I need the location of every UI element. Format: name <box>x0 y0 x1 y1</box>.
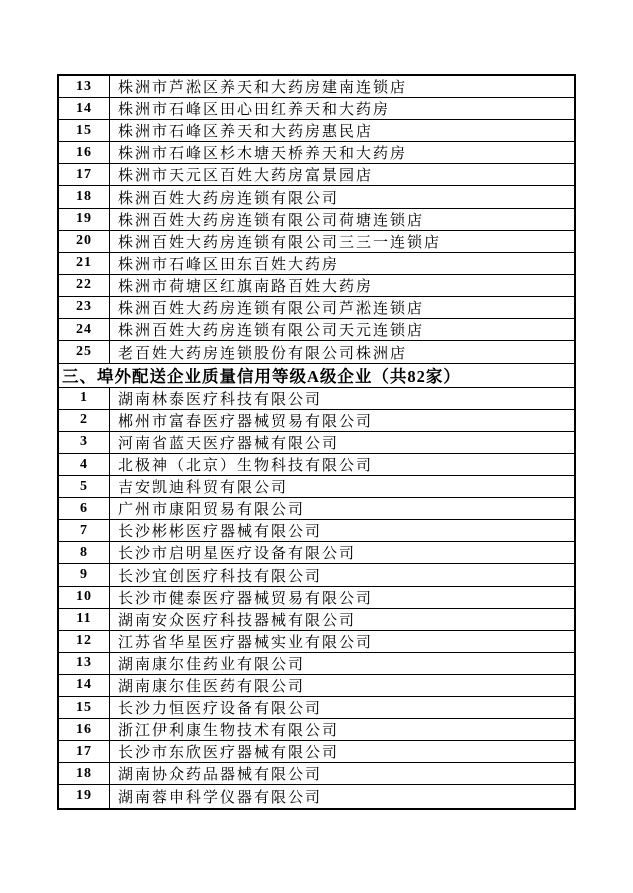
row-number: 12 <box>59 631 110 652</box>
row-number: 11 <box>59 609 110 630</box>
row-number: 24 <box>59 319 110 340</box>
company-name: 株洲百姓大药房连锁有限公司芦淞连锁店 <box>118 300 425 317</box>
table-row <box>59 186 574 208</box>
company-name: 株洲市芦淞区养天和大药房建南连锁店 <box>118 80 408 97</box>
company-name: 湖南协众药品器械有限公司 <box>118 767 323 784</box>
row-number: 10 <box>59 587 110 608</box>
company-name: 河南省蓝天医疗器械有限公司 <box>118 435 340 452</box>
company-name: 株洲市石峰区田东百姓大药房 <box>118 256 340 273</box>
row-number: 5 <box>59 476 110 497</box>
table-row <box>59 454 574 476</box>
company-name: 株洲市石峰区田心田红养天和大药房 <box>118 102 391 119</box>
row-number: 17 <box>59 164 110 185</box>
table-row <box>59 319 574 341</box>
company-name: 株洲市天元区百姓大药房富景园店 <box>118 168 374 185</box>
company-name: 吉安凯迪科贸有限公司 <box>118 480 289 497</box>
table-row <box>59 741 574 763</box>
row-number: 14 <box>59 675 110 696</box>
table-row <box>59 388 574 410</box>
table-row <box>59 498 574 520</box>
row-number: 19 <box>59 785 110 807</box>
company-name: 株洲百姓大药房连锁有限公司 <box>118 190 340 207</box>
section2-body <box>59 388 574 808</box>
company-name: 江苏省华星医疗器械实业有限公司 <box>118 634 374 651</box>
company-name: 湖南康尔佳医药有限公司 <box>118 678 306 695</box>
row-number: 9 <box>59 564 110 585</box>
row-number: 8 <box>59 542 110 563</box>
table-row <box>59 719 574 741</box>
table-row <box>59 653 574 675</box>
company-name: 湖南林泰医疗科技有限公司 <box>118 391 323 408</box>
section-header <box>59 363 574 388</box>
table-row <box>59 697 574 719</box>
company-name: 长沙市启明星医疗设备有限公司 <box>118 546 357 563</box>
table-row <box>59 253 574 275</box>
row-number: 17 <box>59 741 110 762</box>
table-row <box>59 476 574 498</box>
section1-body <box>59 76 574 363</box>
row-number: 18 <box>59 186 110 207</box>
row-number: 20 <box>59 231 110 252</box>
company-name: 老百姓大药房连锁股份有限公司株洲店 <box>118 345 408 362</box>
table-row <box>59 76 574 98</box>
row-number: 7 <box>59 520 110 541</box>
table-row <box>59 587 574 609</box>
table-row <box>59 275 574 297</box>
row-number: 25 <box>59 341 110 363</box>
row-number: 13 <box>59 653 110 674</box>
company-name: 湖南安众医疗科技器械有限公司 <box>118 612 357 629</box>
row-number: 15 <box>59 120 110 141</box>
table-row <box>59 609 574 631</box>
table-row <box>59 785 574 807</box>
table-row <box>59 432 574 454</box>
row-number: 23 <box>59 297 110 318</box>
row-number: 4 <box>59 454 110 475</box>
company-name: 株洲百姓大药房连锁有限公司荷塘连锁店 <box>118 212 425 229</box>
row-number: 19 <box>59 209 110 230</box>
table-row <box>59 209 574 231</box>
table-row <box>59 231 574 253</box>
company-name: 浙江伊利康生物技术有限公司 <box>118 723 340 740</box>
row-number: 21 <box>59 253 110 274</box>
company-name: 北极神（北京）生物科技有限公司 <box>118 458 374 475</box>
row-number: 2 <box>59 410 110 431</box>
company-name: 郴州市富春医疗器械贸易有限公司 <box>118 413 374 430</box>
company-name: 株洲百姓大药房连锁有限公司天元连锁店 <box>118 323 425 340</box>
table-row <box>59 520 574 542</box>
row-number: 13 <box>59 76 110 97</box>
section-header-label: 三、埠外配送企业质量信用等级A级企业（共82家） <box>62 367 461 387</box>
company-name: 湖南康尔佳药业有限公司 <box>118 656 306 673</box>
company-name: 长沙市健泰医疗器械贸易有限公司 <box>118 590 374 607</box>
row-number: 1 <box>59 388 110 409</box>
table-row <box>59 142 574 164</box>
enterprise-list-table <box>57 74 576 810</box>
row-number: 14 <box>59 98 110 119</box>
row-number: 16 <box>59 719 110 740</box>
company-name: 长沙市东欣医疗器械有限公司 <box>118 745 340 762</box>
company-name: 株洲市石峰区养天和大药房惠民店 <box>118 124 374 141</box>
table-row <box>59 542 574 564</box>
table-row <box>59 297 574 319</box>
row-number: 18 <box>59 763 110 784</box>
row-number: 16 <box>59 142 110 163</box>
table-row <box>59 410 574 432</box>
company-name: 株洲市石峰区杉木塘天桥养天和大药房 <box>118 146 408 163</box>
company-name: 长沙彬彬医疗器械有限公司 <box>118 524 323 541</box>
row-number: 3 <box>59 432 110 453</box>
table-row <box>59 341 574 363</box>
table-row <box>59 763 574 785</box>
company-name: 株洲百姓大药房连锁有限公司三三一连锁店 <box>118 234 442 251</box>
table-row <box>59 98 574 120</box>
table-row <box>59 564 574 586</box>
row-number: 22 <box>59 275 110 296</box>
company-name: 广州市康阳贸易有限公司 <box>118 502 306 519</box>
row-number: 15 <box>59 697 110 718</box>
row-number: 6 <box>59 498 110 519</box>
company-name: 湖南蓉申科学仪器有限公司 <box>118 789 323 806</box>
table-row <box>59 675 574 697</box>
table-row <box>59 120 574 142</box>
company-name: 长沙力恒医疗设备有限公司 <box>118 701 323 718</box>
table-row <box>59 631 574 653</box>
company-name: 株洲市荷塘区红旗南路百姓大药房 <box>118 278 374 295</box>
table-row <box>59 164 574 186</box>
company-name: 长沙宜创医疗科技有限公司 <box>118 568 323 585</box>
